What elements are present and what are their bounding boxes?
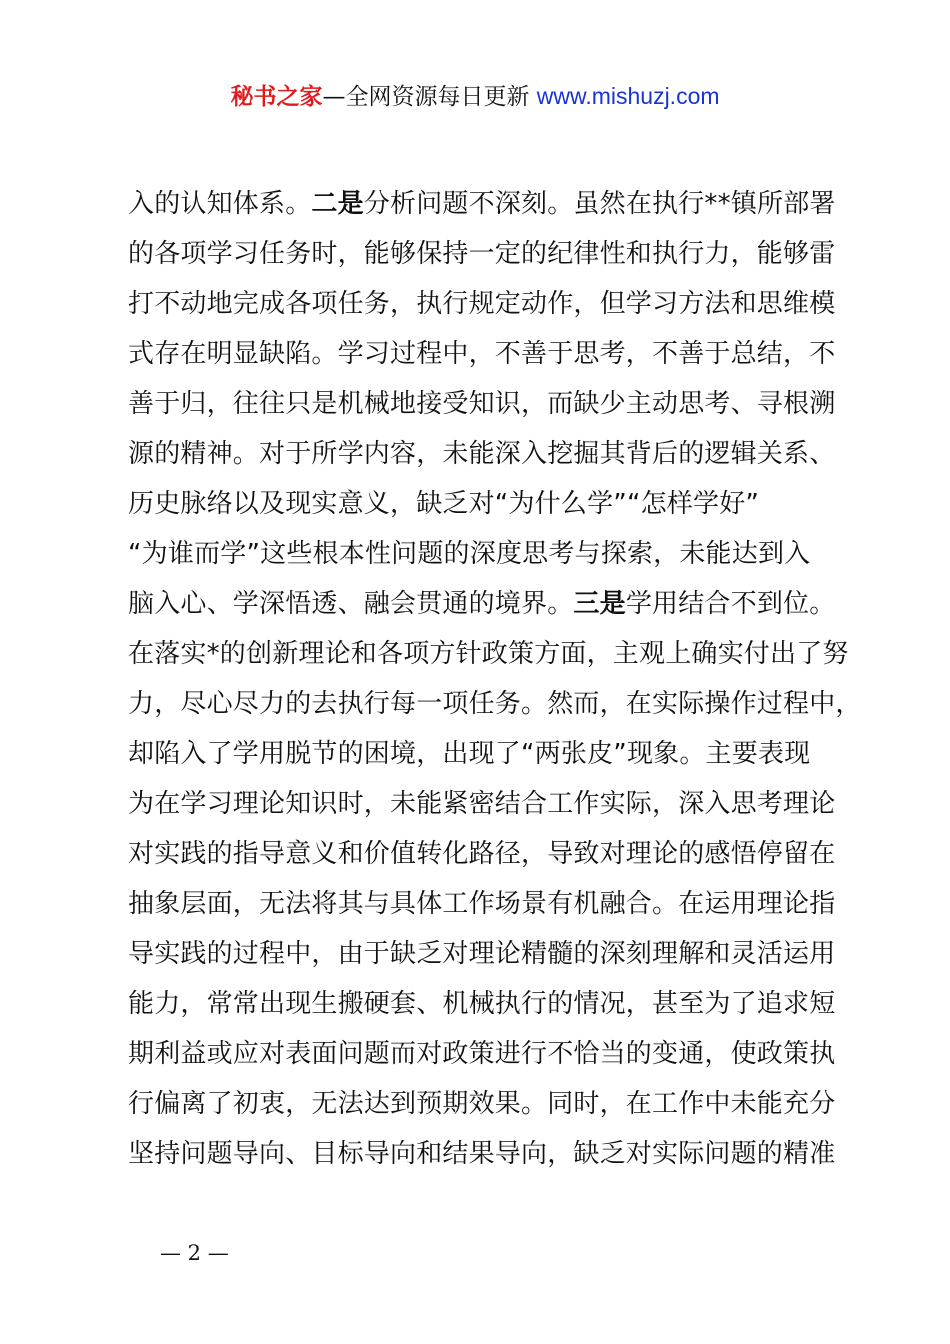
text-segment: 脑入心、学深悟透、融会贯通的境界。 (128, 589, 574, 619)
text-line (128, 629, 848, 679)
text-line (128, 829, 848, 879)
site-url-link[interactable]: www.mishuzj.com (536, 83, 720, 109)
text-line (128, 429, 848, 479)
text-line (128, 929, 848, 979)
text-line (128, 979, 848, 1029)
text-segment: 在落实*的创新理论和各项方针政策方面，主观上确实付出了努 (128, 639, 849, 669)
text-segment: “为谁而学”这些根本性问题的深度思考与探索，未能达到入 (128, 539, 811, 569)
text-line (128, 579, 848, 629)
text-line (128, 229, 848, 279)
text-segment: 为在学习理论知识时，未能紧密结合工作实际，深入思考理论 (128, 789, 836, 819)
text-segment: 历史脉络以及现实意义，缺乏对“为什么学”“怎样学好” (128, 489, 760, 519)
text-line (128, 679, 862, 729)
text-segment: 对实践的指导意义和价值转化路径，导致对理论的感悟停留在 (128, 839, 836, 869)
emphasis-label: 二是 (311, 189, 364, 219)
text-segment: 善于归，往往只是机械地接受知识，而缺少主动思考、寻根溯 (128, 389, 836, 419)
page-number: — 2 — (160, 1241, 229, 1265)
text-segment: 学用结合不到位。 (625, 589, 836, 619)
text-segment: 打不动地完成各项任务，执行规定动作，但学习方法和思维模 (128, 289, 836, 319)
text-line (128, 529, 848, 579)
text-line (128, 1079, 848, 1129)
text-line (128, 1029, 848, 1079)
text-line (128, 479, 848, 529)
brand-name: 秘书之家 (230, 84, 323, 110)
text-segment: 式存在明显缺陷。学习过程中，不善于思考，不善于总结，不 (128, 339, 836, 369)
text-segment: 行偏离了初衷，无法达到预期效果。同时，在工作中未能充分 (128, 1089, 836, 1119)
text-segment: 坚持问题导向、目标导向和结果导向，缺乏对实际问题的精准 (128, 1139, 836, 1169)
text-segment: 却陷入了学用脱节的困境，出现了“两张皮”现象。主要表现 (128, 739, 811, 769)
text-segment: 源的精神。对于所学内容，未能深入挖掘其背后的逻辑关系、 (128, 439, 836, 469)
text-segment: 抽象层面，无法将其与具体工作场景有机融合。在运用理论指 (128, 889, 836, 919)
text-segment: 入的认知体系。 (128, 189, 312, 219)
text-segment: 力，尽心尽力的去执行每一项任务。然而，在实际操作过程中， (128, 689, 862, 719)
text-segment: 分析问题不深刻。虽然在执行**镇所部署 (363, 189, 836, 219)
site-header (0, 80, 950, 113)
emphasis-label: 三是 (573, 589, 626, 619)
text-line (128, 779, 848, 829)
text-line (128, 879, 848, 929)
text-line (128, 179, 848, 229)
text-line (128, 729, 848, 779)
text-segment: 能力，常常出现生搬硬套、机械执行的情况，甚至为了追求短 (128, 989, 836, 1019)
site-tagline: —全网资源每日更新 (322, 84, 530, 110)
document-body (128, 179, 862, 1179)
text-line (128, 379, 848, 429)
text-line (128, 329, 848, 379)
text-line (128, 1129, 848, 1179)
text-segment: 期利益或应对表面问题而对政策进行不恰当的变通，使政策执 (128, 1039, 836, 1069)
text-line (128, 279, 848, 329)
text-segment: 导实践的过程中，由于缺乏对理论精髓的深刻理解和灵活运用 (128, 939, 836, 969)
text-segment: 的各项学习任务时，能够保持一定的纪律性和执行力，能够雷 (128, 239, 836, 269)
